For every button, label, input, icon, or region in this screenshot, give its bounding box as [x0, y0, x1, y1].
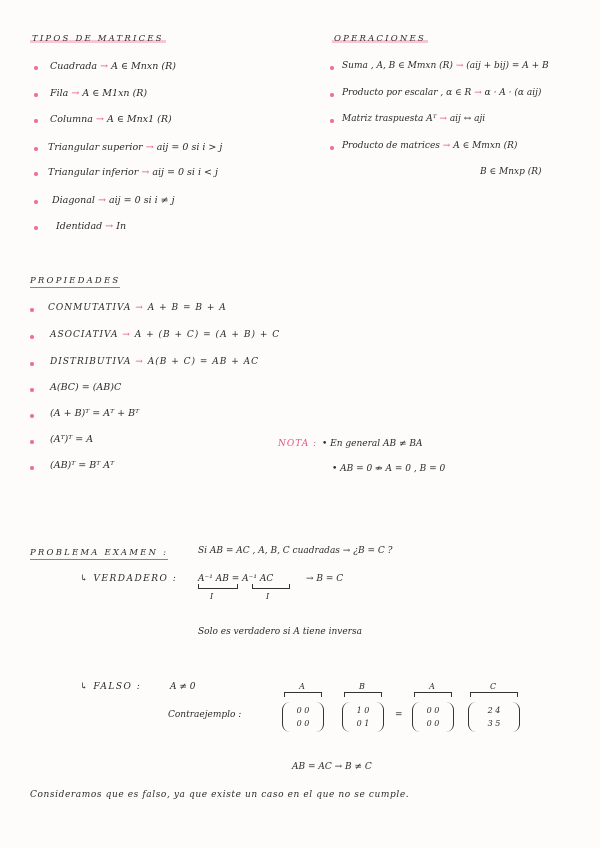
propiedad-item: (Aᵀ)ᵀ = A: [50, 434, 94, 445]
bullet: [34, 200, 38, 204]
propiedad-item: (AB)ᵀ = Bᵀ Aᵀ: [50, 460, 115, 471]
tipo-item: Identidad → In: [56, 221, 127, 232]
bracket: [284, 692, 322, 697]
nota-line-2: • AB = 0 ⇏ A = 0 , B = 0: [332, 464, 446, 474]
matrix-label: B: [359, 682, 365, 691]
identity-label: I: [210, 592, 214, 601]
bullet: [330, 93, 334, 97]
propiedad-item: A(BC) = (AB)C: [50, 382, 122, 393]
problema-question: Si AB = AC , A, B, C cuadradas → ¿B = C ?: [198, 546, 393, 556]
tipo-item: Triangular inferior → aij = 0 si i < j: [48, 167, 218, 178]
bullet: [330, 119, 334, 123]
bullet: [30, 308, 34, 312]
matrix-label: A: [429, 682, 435, 691]
brace: [252, 584, 290, 589]
propiedad-item: (A + B)ᵀ = Aᵀ + Bᵀ: [50, 408, 140, 419]
bullet: [34, 172, 38, 176]
matrix-a: 0 0 0 0: [412, 702, 454, 732]
propiedad-item: ASOCIATIVA → A + (B + C) = (A + B) + C: [50, 330, 281, 340]
equals-sign: =: [395, 710, 403, 720]
matrix-label: A: [299, 682, 305, 691]
matrix-label: C: [489, 682, 497, 691]
falso-condition: A ≠ 0: [170, 682, 196, 692]
bullet: [330, 146, 334, 150]
propiedad-item: CONMUTATIVA → A + B = B + A: [48, 303, 227, 313]
propiedades-heading: PROPIEDADES: [30, 276, 121, 286]
nota-inversa: Solo es verdadero si A tiene inversa: [198, 627, 362, 637]
bullet: [30, 362, 34, 366]
bullet: [330, 66, 334, 70]
bullet: [34, 147, 38, 151]
bracket: [470, 692, 518, 697]
operacion-item: Suma , A, B ∈ Mmxn (R) → (aij + bij) = A + B: [342, 61, 549, 71]
bracket: [344, 692, 382, 697]
tipo-item: Cuadrada → A ∈ Mnxn (R): [50, 61, 176, 72]
nota-label: NOTA :: [278, 439, 318, 449]
conclusion: Consideramos que es falso, ya que existe un caso en el que no se cumple.: [30, 790, 410, 800]
bracket: [414, 692, 452, 697]
bullet: [30, 466, 34, 470]
bullet: [30, 388, 34, 392]
matrix-b: 1 0 0 1: [342, 702, 384, 732]
identity-label: I: [266, 592, 270, 601]
falso-label: ↳ FALSO :: [80, 682, 142, 692]
nota-line-1: • En general AB ≠ BA: [322, 439, 423, 449]
problema-heading: PROBLEMA EXAMEN :: [30, 548, 169, 558]
contraejemplo-label: Contraejemplo :: [168, 710, 242, 720]
matrix-a: 0 0 0 0: [282, 702, 324, 732]
tipo-item: Fila → A ∈ M1xn (R): [50, 88, 148, 99]
tipo-item: Triangular superior → aij = 0 si i > j: [48, 142, 223, 153]
contraejemplo-result: AB = AC → B ≠ C: [292, 762, 372, 772]
bullet: [34, 226, 38, 230]
tipos-heading: TIPOS DE MATRICES: [32, 34, 164, 44]
bullet: [30, 440, 34, 444]
verdadero-equation: A⁻¹ AB = A⁻¹ AC: [198, 574, 274, 584]
bullet: [30, 335, 34, 339]
bullet: [30, 414, 34, 418]
bullet: [34, 66, 38, 70]
bullet: [34, 93, 38, 97]
bullet: [34, 119, 38, 123]
operacion-item: Producto de matrices → A ∈ Mmxn (R): [342, 141, 518, 151]
propiedad-item: DISTRIBUTIVA → A(B + C) = AB + AC: [50, 357, 260, 367]
matrix-c: 2 4 3 5: [468, 702, 520, 732]
verdadero-result: → B = C: [306, 574, 344, 584]
operaciones-heading: OPERACIONES: [334, 34, 426, 44]
verdadero-label: ↳ VERDADERO :: [80, 574, 178, 584]
operacion-item: Matriz traspuesta Aᵀ → aij ↔ aji: [342, 114, 486, 124]
brace: [198, 584, 238, 589]
tipo-item: Columna → A ∈ Mnx1 (R): [50, 114, 172, 125]
operacion-extra: B ∈ Mnxp (R): [480, 167, 542, 177]
operacion-item: Producto por escalar , α ∈ R → α · A · (α aij): [342, 88, 542, 98]
tipo-item: Diagonal → aij = 0 si i ≠ j: [52, 195, 175, 206]
